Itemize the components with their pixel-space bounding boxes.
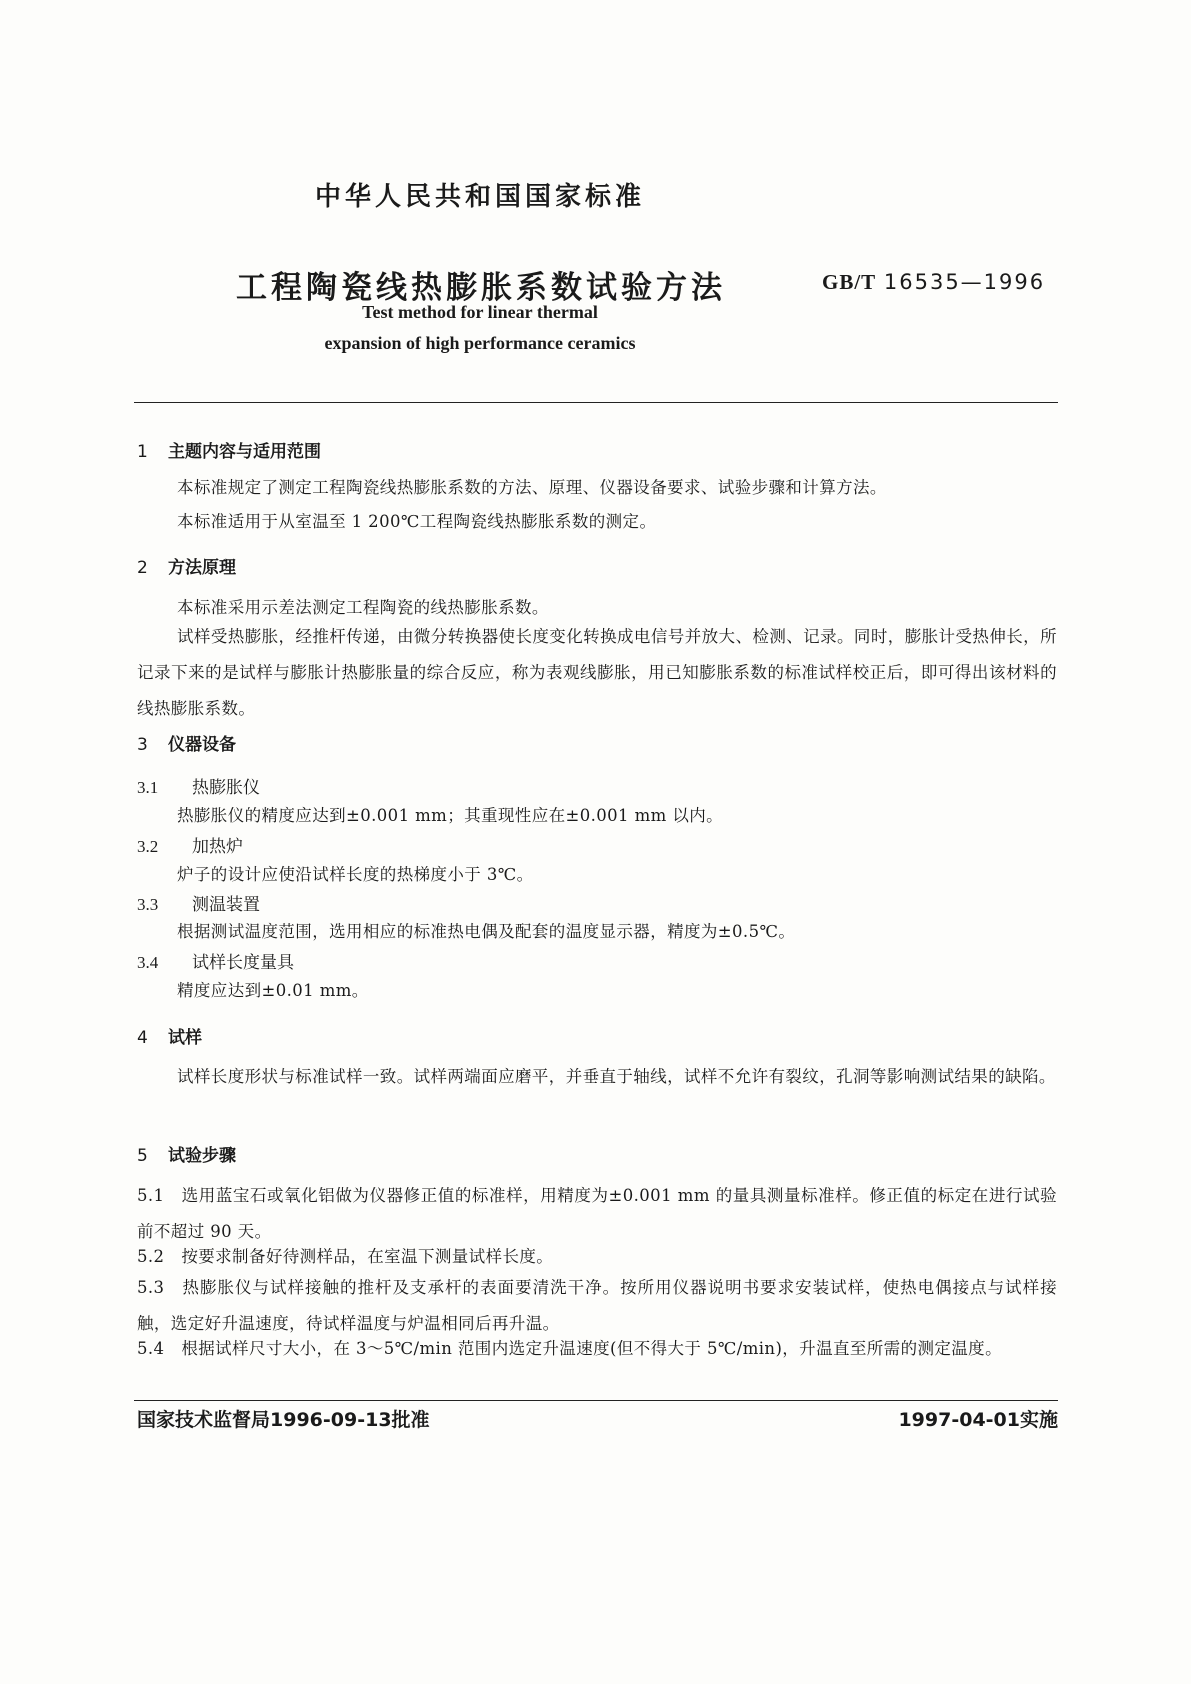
section-title: 试样 xyxy=(168,1028,202,1048)
effective-date: 1997-04-01实施 xyxy=(898,1409,1058,1431)
english-title-line-2: expansion of high performance ceramics xyxy=(324,333,636,353)
section-3-heading xyxy=(137,730,236,755)
section-title: 仪器设备 xyxy=(168,735,236,755)
section-number: 1 xyxy=(137,442,148,462)
item-3-1-heading xyxy=(137,773,260,798)
section-number: 5 xyxy=(137,1146,148,1166)
national-standard-heading: 中华人民共和国国家标准 xyxy=(314,182,645,212)
section-2-heading xyxy=(137,553,236,578)
item-3-3-heading xyxy=(137,890,260,915)
document-title: 工程陶瓷线热膨胀系数试验方法 xyxy=(236,270,726,306)
section-title: 主题内容与适用范围 xyxy=(168,442,321,462)
item-3-4-text: 精度应达到±0.01 mm。 xyxy=(177,981,369,1000)
item-3-3-text: 根据测试温度范围，选用相应的标准热电偶及配套的温度显示器，精度为±0.5℃。 xyxy=(177,922,796,941)
item-title: 加热炉 xyxy=(192,837,243,857)
section-number: 3 xyxy=(137,735,148,755)
item-5-2: 5.2 按要求制备好待测样品，在室温下测量试样长度。 xyxy=(137,1247,554,1266)
section-1-paragraph-2: 本标准适用于从室温至 1 200℃工程陶瓷线热膨胀系数的测定。 xyxy=(177,512,657,531)
code-number: 16535—1996 xyxy=(883,270,1046,294)
item-5-3: 5.3 热膨胀仪与试样接触的推杆及支承杆的表面要清洗干净。按所用仪器说明书要求安装试样，使热电偶接点与试样接触，选定好升温速度，待试样温度与炉温相同后再升温。 xyxy=(137,1278,1057,1333)
item-number: 3.4 xyxy=(137,953,159,972)
item-number: 3.3 xyxy=(137,895,159,914)
item-3-4-heading xyxy=(137,948,294,973)
section-4-heading xyxy=(137,1023,202,1048)
item-title: 试样长度量具 xyxy=(192,953,294,973)
english-title-line-1: Test method for linear thermal xyxy=(362,302,598,322)
item-title: 热膨胀仪 xyxy=(192,778,260,798)
section-number: 2 xyxy=(137,558,148,578)
item-number: 3.1 xyxy=(137,778,159,797)
section-5-heading xyxy=(137,1141,236,1166)
item-3-2-heading xyxy=(137,832,243,857)
header-divider xyxy=(134,402,1058,403)
section-1-paragraph-1: 本标准规定了测定工程陶瓷线热膨胀系数的方法、原理、仪器设备要求、试验步骤和计算方法。 xyxy=(177,478,887,497)
section-2-paragraph-1: 本标准采用示差法测定工程陶瓷的线热膨胀系数。 xyxy=(177,598,549,617)
item-number: 3.2 xyxy=(137,837,159,856)
code-prefix: GB/T xyxy=(822,270,877,294)
item-5-4: 5.4 根据试样尺寸大小，在 3～5℃/min 范围内选定升温速度(但不得大于 5℃/min)，升温直至所需的测定温度。 xyxy=(137,1339,1002,1358)
section-title: 方法原理 xyxy=(168,558,236,578)
section-title: 试验步骤 xyxy=(168,1146,236,1166)
section-2-paragraph-2: 试样受热膨胀，经推杆传递，由微分转换器使长度变化转换成电信号并放大、检测、记录。同时，膨胀计受热伸长，所记录下来的是试样与膨胀计热膨胀量的综合反应，称为表观线膨胀，用已知膨胀系数的标准试样校正后，即可得出该材料的线热膨胀系数。 xyxy=(137,627,1057,718)
section-number: 4 xyxy=(137,1028,148,1048)
item-3-1-text: 热膨胀仪的精度应达到±0.001 mm；其重现性应在±0.001 mm 以内。 xyxy=(177,806,724,825)
item-3-2-text: 炉子的设计应使沿试样长度的热梯度小于 3℃。 xyxy=(177,865,534,884)
section-1-heading xyxy=(137,437,321,462)
footer-divider xyxy=(134,1400,1058,1401)
item-title: 测温装置 xyxy=(192,895,260,915)
item-5-1: 5.1 选用蓝宝石或氧化铝做为仪器修正值的标准样，用精度为±0.001 mm 的量具测量标准样。修正值的标定在进行试验前不超过 90 天。 xyxy=(137,1186,1057,1241)
section-4-paragraph: 试样长度形状与标准试样一致。试样两端面应磨平，并垂直于轴线，试样不允许有裂纹，孔洞等影响测试结果的缺陷。 xyxy=(177,1067,1056,1086)
standard-code xyxy=(822,270,1045,295)
approval-date: 国家技术监督局1996-09-13批准 xyxy=(137,1409,430,1431)
